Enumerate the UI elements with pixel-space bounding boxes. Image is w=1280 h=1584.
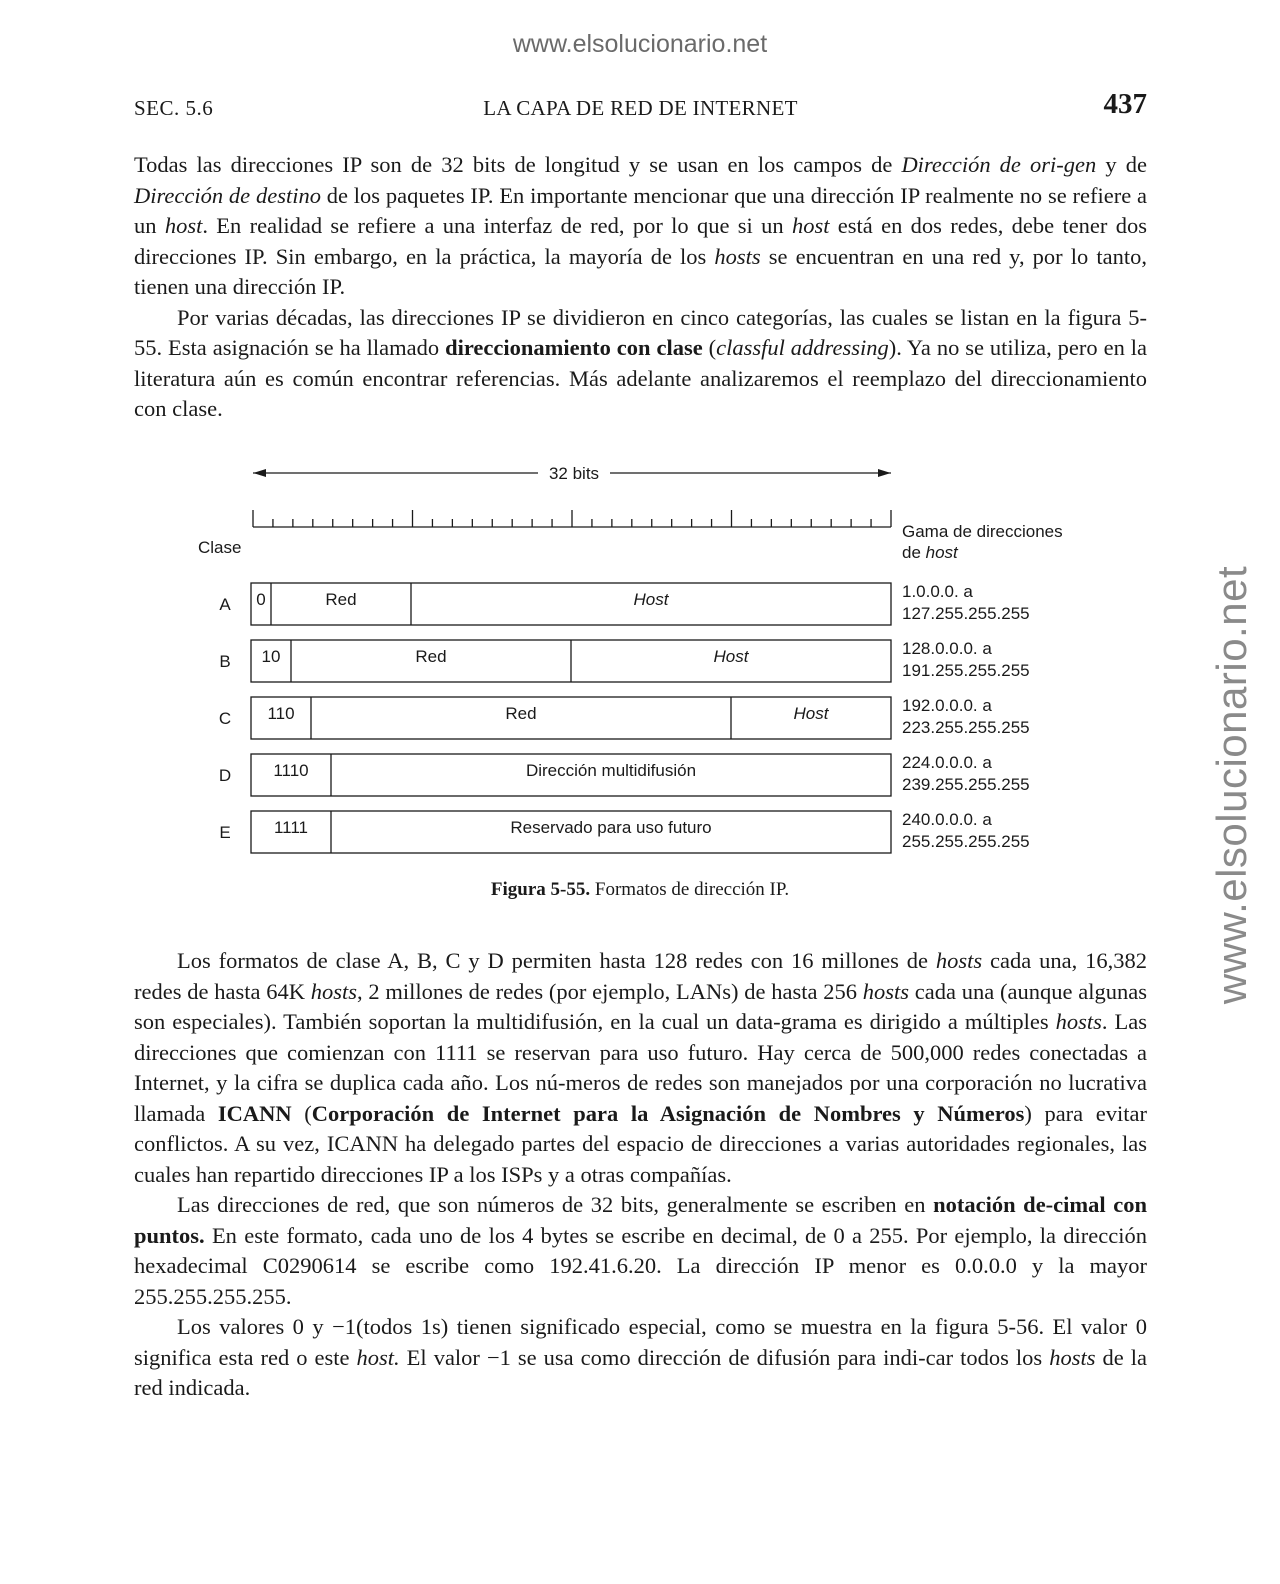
range-to: 223.255.255.255 bbox=[902, 718, 1030, 737]
class-letter: D bbox=[218, 766, 232, 785]
class-header: Clase bbox=[198, 538, 242, 557]
watermark-top: www.elsolucionario.net bbox=[512, 30, 768, 58]
range-header-line2: de host bbox=[902, 543, 958, 562]
ip-address-formats-figure bbox=[190, 455, 1110, 915]
italic-term: Dirección de ori-gen bbox=[901, 152, 1097, 177]
text-run: Los valores 0 y −1(todos 1s) tienen significado especial, como se muestra en la figura 5-56. El valor 0 significa esta red o este bbox=[134, 1314, 1147, 1370]
italic-term: hosts bbox=[862, 978, 910, 1004]
text-run: . Las direcciones que comienzan con 1111 se reservan para uso futuro. Hay cerca de 500,000 redes conectadas a Internet, y la cifra se duplica cada año. Los nú-meros de redes son manejados por una corporación no lucrativa llamada bbox=[134, 1009, 1147, 1126]
paragraph bbox=[134, 1312, 1147, 1404]
text-run: Los formatos de clase A, B, C y D permiten hasta 128 redes con 16 millones de bbox=[177, 948, 936, 973]
caption-text: Formatos de dirección IP. bbox=[594, 879, 790, 900]
range-from: 128.0.0.0. a bbox=[902, 639, 992, 658]
text-run: ). Ya no se utiliza, pero en la literatura aún es común encontrar referencias. Más adelante analizaremos el reemplazo del direccionamiento con clase. bbox=[134, 335, 1147, 421]
text-run: En este formato, cada uno de los 4 bytes se escribe en decimal, de 0 a 255. Por ejemplo, la dirección hexadecimal C0290614 se escribe como 192.41.6.20. La dirección IP menor es 0.0.0.0 y la mayor 255.255.255.255. bbox=[134, 1222, 1147, 1309]
field-label: Red bbox=[505, 704, 537, 723]
class-row-d bbox=[219, 753, 1030, 796]
text-run: se encuentran en una red y, por lo tanto, tienen una dirección IP. bbox=[134, 243, 1147, 299]
field-label: Reservado para uso futuro bbox=[510, 818, 712, 837]
class-letter: C bbox=[218, 709, 232, 728]
class-letter: B bbox=[219, 652, 231, 671]
text-run: . En realidad se refiere a una interfaz de red, por lo que si un bbox=[202, 213, 792, 238]
text-run: de los paquetes IP. En importante mencionar que una dirección IP realmente no se refiere a un bbox=[134, 182, 1147, 238]
text-run: y de bbox=[1096, 152, 1147, 177]
class-row-b bbox=[219, 639, 1029, 682]
italic-term: hosts bbox=[935, 948, 983, 973]
figure-diagram bbox=[190, 455, 1110, 875]
field-label: Dirección multidifusión bbox=[525, 761, 697, 780]
figure-caption bbox=[0, 879, 1280, 901]
italic-term: host bbox=[791, 213, 830, 238]
body-text-top bbox=[134, 150, 1147, 425]
range-to: 255.255.255.255 bbox=[902, 832, 1030, 851]
bold-term: Corporación de Internet para la Asignación de Nombres y Números bbox=[311, 1100, 1025, 1126]
italic-term: hosts bbox=[1049, 1344, 1096, 1370]
watermark-side: www.elsolucionario.net bbox=[1208, 565, 1255, 1005]
running-head bbox=[134, 88, 1147, 126]
text-run: cada una, 16,382 redes de hasta 64K bbox=[134, 948, 1147, 1004]
italic-term: host bbox=[164, 213, 203, 238]
body-text-bottom bbox=[134, 946, 1147, 1404]
paragraph bbox=[134, 946, 1147, 1190]
class-letter: A bbox=[219, 595, 231, 614]
italic-term: hosts bbox=[714, 243, 761, 269]
field-label: Red bbox=[325, 590, 357, 609]
class-row-c bbox=[219, 696, 1030, 739]
field-label: Host bbox=[793, 704, 829, 723]
class-row-a bbox=[219, 582, 1029, 625]
range-from: 192.0.0.0. a bbox=[902, 696, 992, 715]
field-label: Host bbox=[713, 647, 749, 666]
italic-term: hosts bbox=[1055, 1009, 1102, 1034]
range-header: Gama de direcciones bbox=[902, 522, 1063, 541]
caption-label: Figura 5-55. bbox=[490, 879, 591, 900]
italic-term: hosts bbox=[310, 978, 357, 1004]
paragraph bbox=[134, 1190, 1147, 1312]
text-run: Las direcciones de red, que son números de 32 bits, generalmente se escriben en bbox=[177, 1192, 934, 1217]
text-run: ( bbox=[291, 1100, 312, 1126]
field-label: Red bbox=[415, 647, 447, 666]
range-to: 127.255.255.255 bbox=[902, 604, 1030, 623]
range-from: 1.0.0.0. a bbox=[902, 582, 973, 601]
bold-term: notación de-cimal con puntos. bbox=[134, 1192, 1147, 1248]
field-label: 110 bbox=[267, 704, 295, 723]
text-run: El valor −1 se usa como dirección de difusión para indi-car todos los bbox=[399, 1344, 1050, 1370]
text-run: está en dos redes, debe tener dos direcciones IP. Sin embargo, en la práctica, la mayoría de los bbox=[134, 213, 1147, 269]
class-row-e bbox=[219, 810, 1029, 853]
range-to: 239.255.255.255 bbox=[902, 775, 1030, 794]
text-run: de la red indicada. bbox=[134, 1344, 1147, 1400]
text-run: cada una (aunque algunas son especiales). También soportan la multidifusión, en la cual un data-grama es dirigido a múltiples bbox=[134, 978, 1147, 1034]
field-label: 10 bbox=[261, 647, 281, 666]
text-run: ( bbox=[702, 335, 717, 360]
field-label: 1110 bbox=[273, 761, 309, 780]
range-to: 191.255.255.255 bbox=[902, 661, 1030, 680]
text-run: , 2 millones de redes (por ejemplo, LANs) de hasta 256 bbox=[357, 978, 863, 1004]
range-from: 224.0.0.0. a bbox=[902, 753, 992, 772]
field-label: 0 bbox=[256, 590, 266, 609]
bold-term: ICANN bbox=[217, 1100, 292, 1126]
paragraph bbox=[134, 150, 1147, 303]
paragraph bbox=[134, 303, 1147, 425]
text-run: ) para evitar conflictos. A su vez, ICANN ha delegado partes del espacio de direcciones a varias autoridades regionales, las cuales han repartido direcciones IP a los ISPs y a otras compañías. bbox=[134, 1100, 1147, 1187]
field-label: 1111 bbox=[273, 818, 309, 837]
bold-term: direccionamiento con clase bbox=[445, 335, 703, 360]
field-label: Host bbox=[633, 590, 669, 609]
text-run: Todas las direcciones IP son de 32 bits de longitud y se usan en los campos de bbox=[134, 152, 902, 177]
section-label: SEC. 5.6 bbox=[134, 96, 214, 120]
italic-term: Dirección de destino bbox=[134, 182, 321, 208]
range-from: 240.0.0.0. a bbox=[902, 810, 992, 829]
chapter-title: LA CAPA DE RED DE INTERNET bbox=[483, 96, 798, 120]
text-run: Por varias décadas, las direcciones IP se dividieron en cinco categorías, las cuales se listan en la figura 5-55. Esta asignación se ha llamado bbox=[134, 304, 1147, 360]
italic-term: host. bbox=[356, 1344, 400, 1370]
class-letter: E bbox=[219, 823, 231, 842]
bit-ruler bbox=[253, 510, 891, 527]
page-number: 437 bbox=[1103, 88, 1147, 120]
class-rows bbox=[219, 582, 1030, 853]
bits-label: 32 bits bbox=[548, 464, 600, 483]
italic-term: classful addressing bbox=[716, 335, 889, 360]
bits-span-arrow bbox=[253, 464, 891, 483]
